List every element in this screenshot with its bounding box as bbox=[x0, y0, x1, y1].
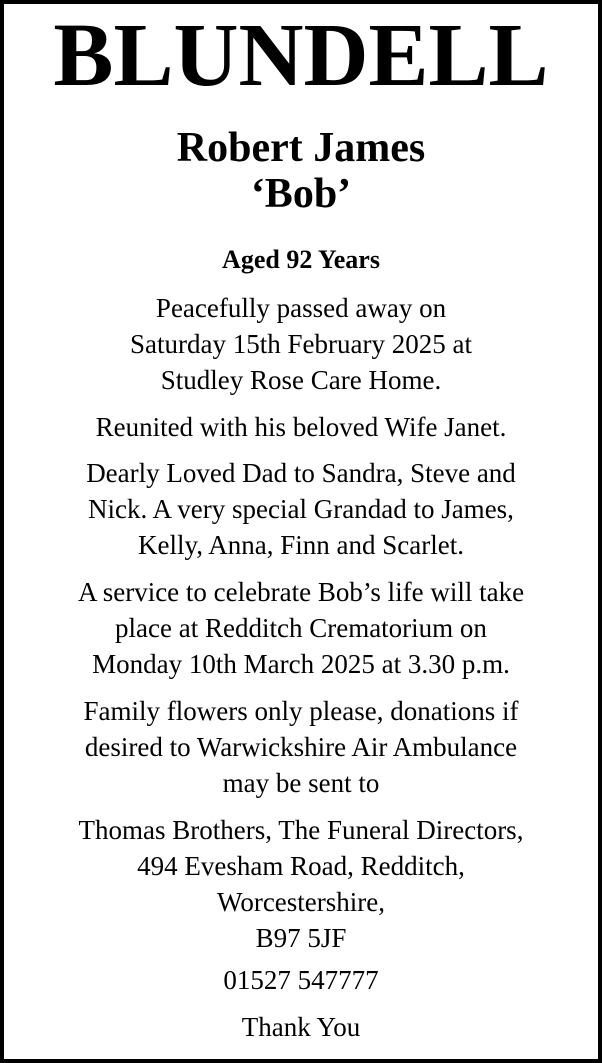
text-line: place at Redditch Crematorium on bbox=[115, 613, 487, 643]
text-line: Family flowers only please, donations if bbox=[83, 696, 519, 726]
text-line: Studley Rose Care Home. bbox=[160, 365, 442, 395]
text-line: Saturday 15th February 2025 at bbox=[130, 329, 472, 359]
text-line: Reunited with his beloved Wife Janet. bbox=[95, 412, 507, 442]
nickname-line: ‘Bob’ bbox=[250, 171, 352, 217]
text-line: Kelly, Anna, Finn and Scarlet. bbox=[138, 530, 464, 560]
text-line: Monday 10th March 2025 at 3.30 p.m. bbox=[92, 649, 510, 679]
text-line: may be sent to bbox=[222, 768, 380, 798]
phone-number bbox=[10, 962, 592, 998]
text-line: Thank You bbox=[241, 1012, 361, 1042]
age-line: Aged 92 Years bbox=[222, 245, 380, 274]
text-line: desired to Warwickshire Air Ambulance bbox=[84, 732, 518, 762]
name-line: Robert James bbox=[176, 125, 426, 171]
text-line: Peacefully passed away on bbox=[155, 293, 447, 323]
full-name bbox=[4, 125, 598, 217]
family-paragraph bbox=[10, 455, 592, 563]
text-line: Dearly Loved Dad to Sandra, Steve and bbox=[86, 458, 516, 488]
text-line: Worcestershire, bbox=[217, 887, 385, 917]
reunited-paragraph bbox=[10, 409, 592, 445]
surname-heading: BLUNDELL bbox=[53, 6, 549, 105]
flowers-paragraph bbox=[10, 693, 592, 801]
text-line: 01527 547777 bbox=[223, 965, 379, 995]
service-paragraph bbox=[10, 574, 592, 682]
closing-line bbox=[10, 1009, 592, 1045]
text-line: Nick. A very special Grandad to James, bbox=[88, 494, 514, 524]
passed-away-paragraph bbox=[10, 290, 592, 398]
text-line: Thomas Brothers, The Funeral Directors, bbox=[78, 815, 524, 845]
text-line: 494 Evesham Road, Redditch, bbox=[137, 851, 465, 881]
text-line: B97 5JF bbox=[255, 923, 347, 953]
text-line: A service to celebrate Bob’s life will take bbox=[77, 577, 525, 607]
funeral-director-address bbox=[10, 812, 592, 956]
